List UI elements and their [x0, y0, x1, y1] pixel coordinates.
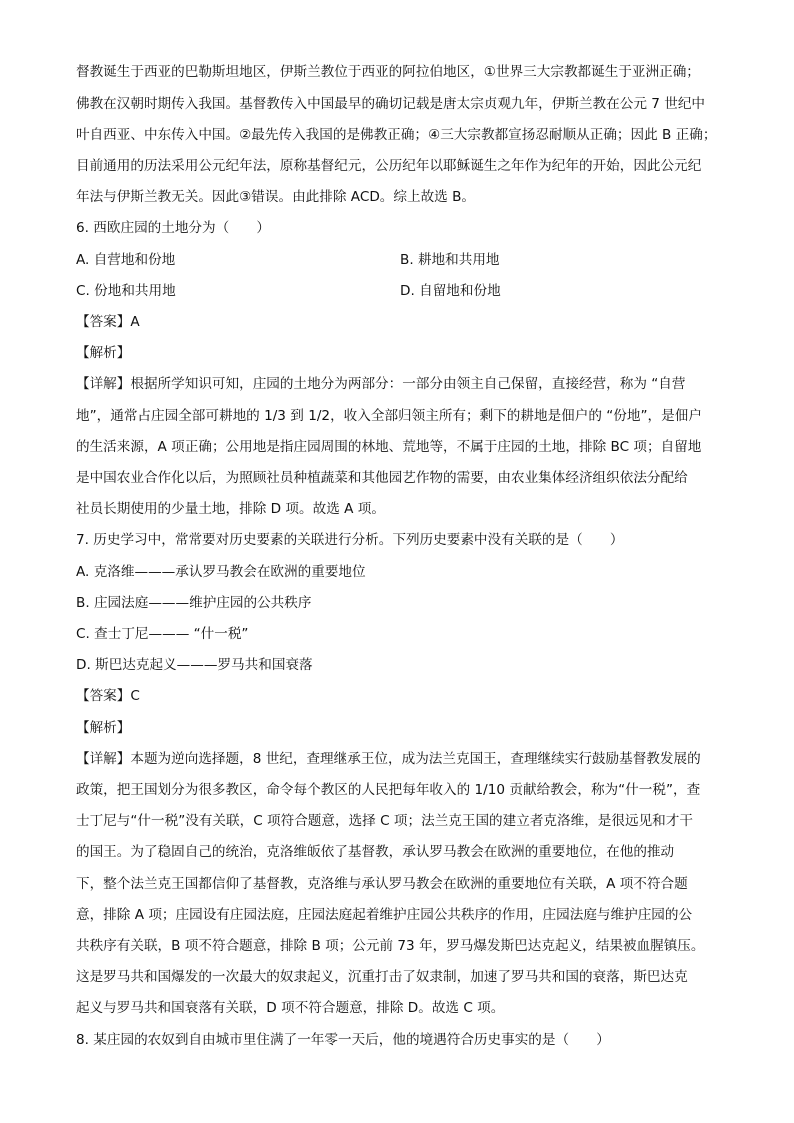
text-line: 目前通用的历法采用公元纪年法，原称基督纪元，公历纪年以耶稣诞生之年作为纪年的开始，因此公元纪	[76, 158, 702, 174]
q6-detail-line: 的生活来源，A 项正确；公用地是指庄园周围的林地、荒地等，不属于庄园的土地，排除 BC 项；自留地	[76, 439, 702, 455]
q6-answer: 【答案】A	[76, 314, 140, 330]
q7-detail-line: 士丁尼与“什一税”没有关联，C 项符合题意，选择 C 项；法兰克王国的建立者克洛维，是很远见和才干	[76, 813, 693, 829]
q6-option-d: D. 自留地和份地	[400, 283, 501, 299]
text-line: 年法与伊斯兰教无关。因此③错误。由此排除 ACD。综上故选 B。	[76, 189, 476, 205]
q6-detail-line: 是中国农业合作化以后，为照顾社员种植蔬菜和其他园艺作物的需要，由农业集体经济组织依法分配给	[76, 470, 688, 486]
q7-option-c: C. 查士丁尼——— “什一税”	[76, 626, 249, 642]
q7-detail-line: 下，整个法兰克王国都信仰了基督教，克洛维与承认罗马教会在欧洲的重要地位有关联，A 项不符合题	[76, 876, 688, 892]
q6-option-c: C. 份地和共用地	[76, 283, 176, 299]
q7-answer: 【答案】C	[76, 688, 140, 704]
text-line: 督教诞生于西亚的巴勒斯坦地区，伊斯兰教位于西亚的阿拉伯地区，①世界三大宗教都诞生于亚洲正确；	[76, 64, 700, 80]
q6-detail-line: 社员长期使用的少量土地，排除 D 项。故选 A 项。	[76, 501, 385, 517]
q6-option-a: A. 自营地和份地	[76, 252, 176, 268]
text-line: 叶自西亚、中东传入中国。②最先传入我国的是佛教正确；④三大宗教都宣扬忍耐顺从正确；因此 B 正确；	[76, 127, 717, 143]
question-7-stem: 7. 历史学习中，常常要对历史要素的关联进行分析。下列历史要素中没有关联的是（ ）	[76, 532, 624, 548]
q7-detail-line: 起义与罗马共和国衰落有关联，D 项不符合题意，排除 D。故选 C 项。	[76, 1000, 505, 1016]
q6-detail-line: 【详解】根据所学知识可知，庄园的土地分为两部分：一部分由领主自己保留，直接经营，称为 “自营	[76, 376, 686, 392]
q7-detail-line: 的国王。为了稳固自己的统治，克洛维皈依了基督教，承认罗马教会在欧洲的重要地位，在他的推动	[76, 844, 675, 860]
q7-analysis-label: 【解析】	[76, 720, 131, 736]
q7-option-d: D. 斯巴达克起义———罗马共和国衰落	[76, 657, 313, 673]
q6-option-b: B. 耕地和共用地	[400, 252, 500, 268]
q7-detail-line: 政策，把王国划分为很多教区，命令每个教区的人民把每年收入的 1/10 贡献给教会，称为“什一税”，查	[76, 782, 701, 798]
q7-option-a: A. 克洛维———承认罗马教会在欧洲的重要地位	[76, 564, 366, 580]
q6-analysis-label: 【解析】	[76, 345, 131, 361]
question-6-stem: 6. 西欧庄园的土地分为（ ）	[76, 220, 271, 236]
q7-option-b: B. 庄园法庭———维护庄园的公共秩序	[76, 595, 312, 611]
q7-detail-line: 意，排除 A 项；庄园设有庄园法庭，庄园法庭起着维护庄园公共秩序的作用，庄园法庭与维护庄园的公	[76, 907, 693, 923]
text-line: 佛教在汉朝时期传入我国。基督教传入中国最早的确切记载是唐太宗贞观九年，伊斯兰教在公元 7 世纪中	[76, 96, 706, 112]
question-8-stem: 8. 某庄园的农奴到自由城市里住满了一年零一天后，他的境遇符合历史事实的是（ ）	[76, 1032, 610, 1048]
q7-detail-line: 共秩序有关联，B 项不符合题意，排除 B 项；公元前 73 年，罗马爆发斯巴达克起义，结果被血腥镇压。	[76, 938, 705, 954]
q7-detail-line: 这是罗马共和国爆发的一次最大的奴隶起义，沉重打击了奴隶制，加速了罗马共和国的衰落，斯巴达克	[76, 969, 688, 985]
q7-detail-line: 【详解】本题为逆向选择题，8 世纪，查理继承王位，成为法兰克国王，查理继续实行鼓励基督教发展的	[76, 751, 701, 767]
q6-detail-line: 地”，通常占庄园全部可耕地的 1/3 到 1/2，收入全部归领主所有；剩下的耕地是佃户的 “份地”，是佃户	[76, 408, 702, 424]
